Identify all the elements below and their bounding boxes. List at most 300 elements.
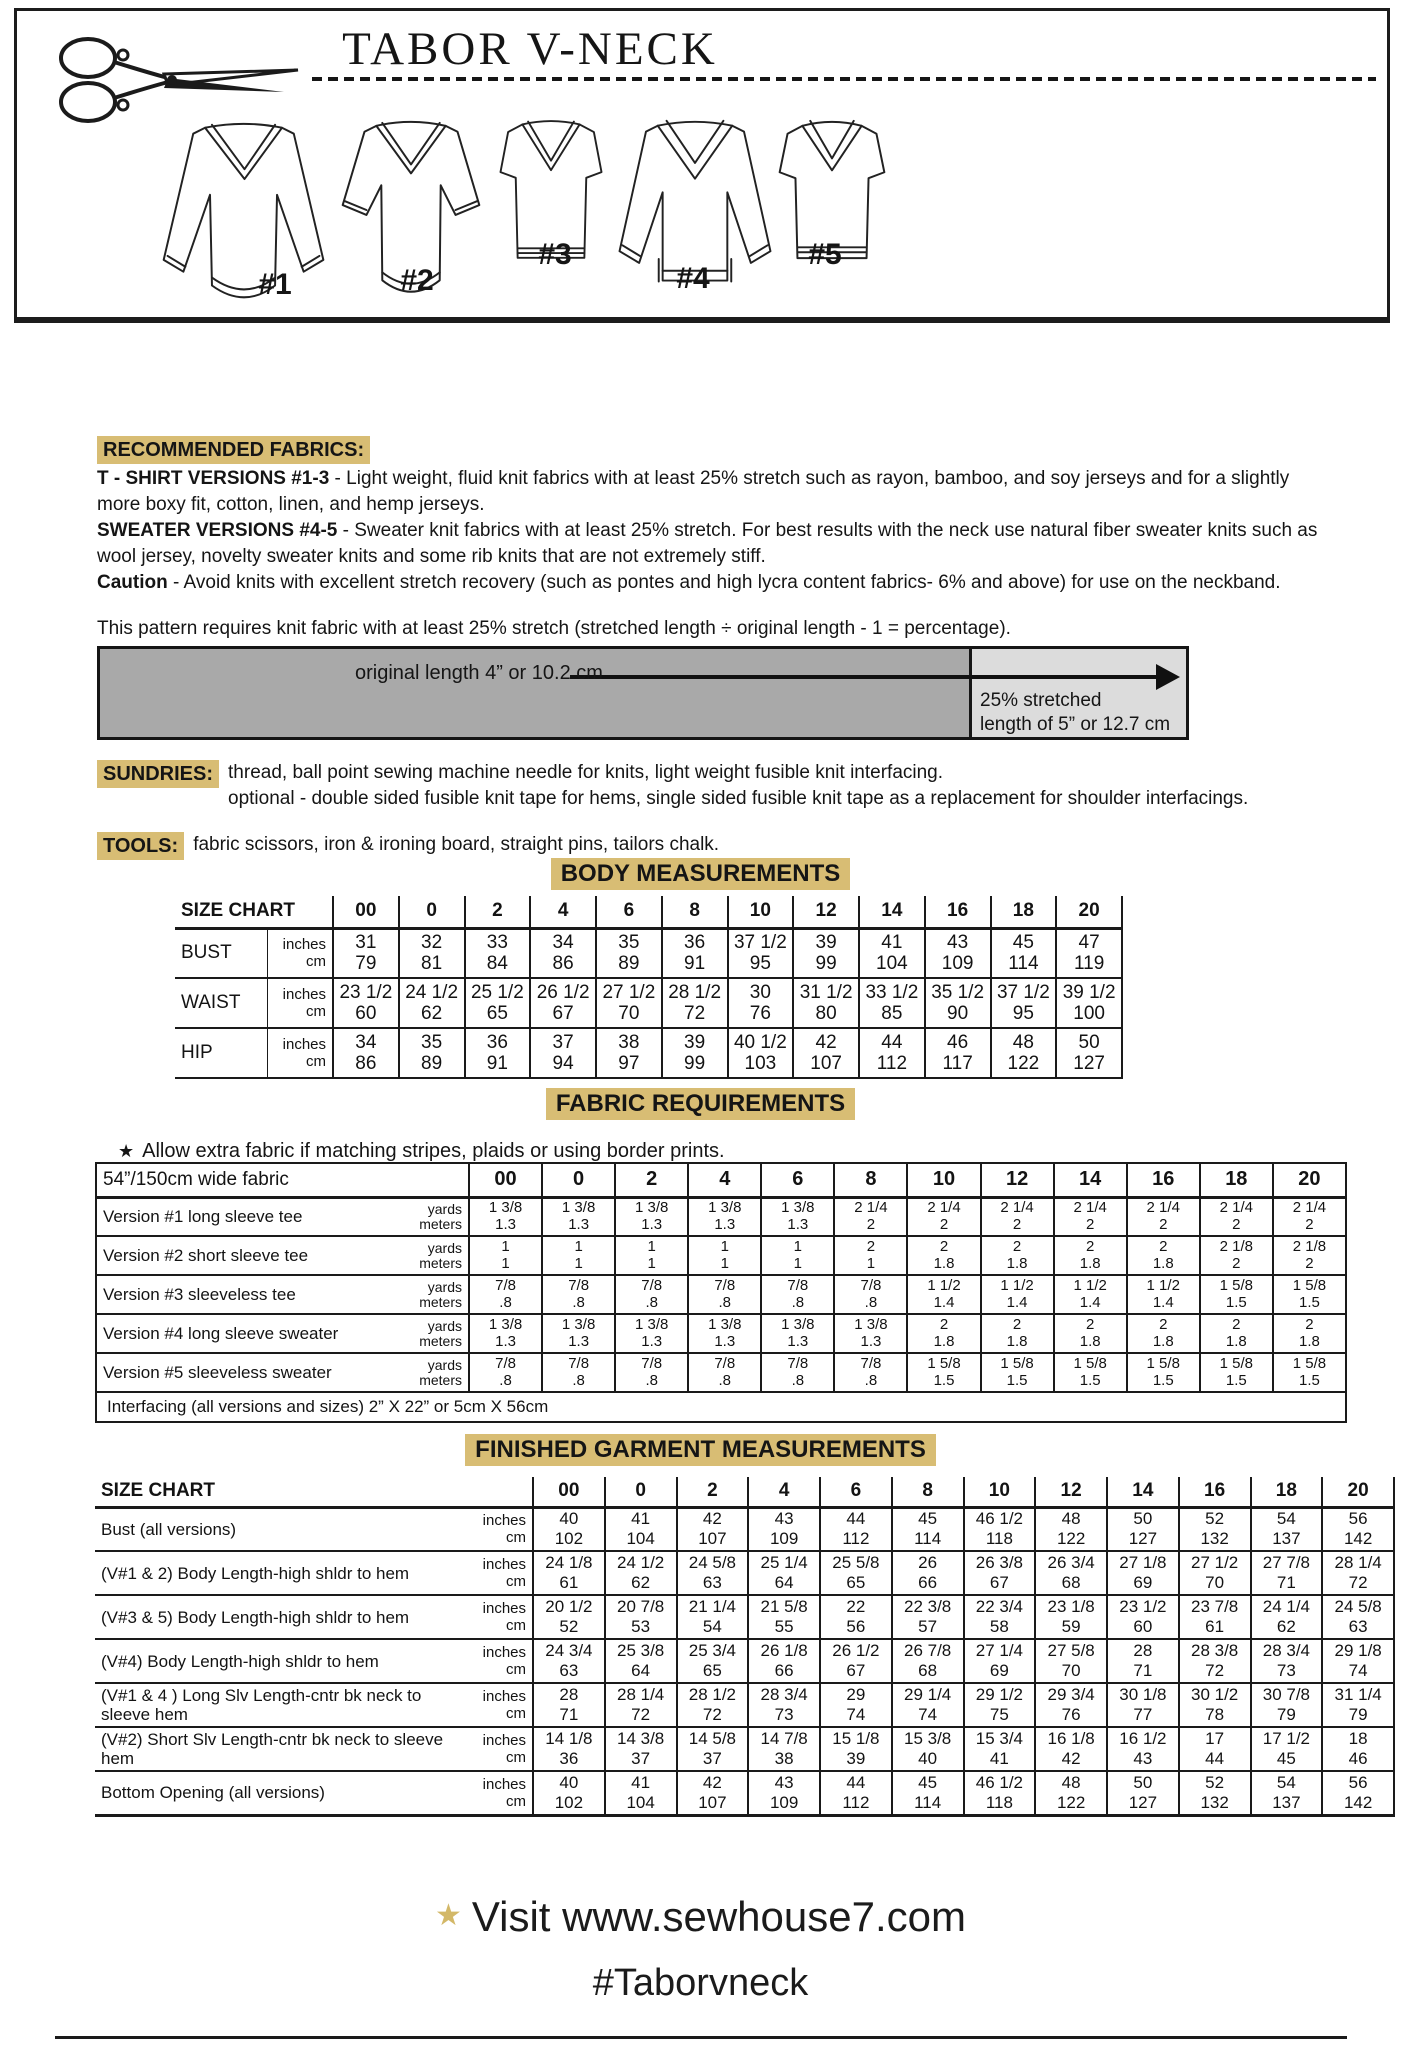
row-label: (V#4) Body Length-high shldr to hem <box>101 1651 379 1671</box>
size-column-header: 2 <box>615 1163 688 1197</box>
row-units: inches cm <box>267 978 333 1028</box>
caution-paragraph <box>97 570 1319 596</box>
recommended-fabrics-section <box>97 436 370 464</box>
value-cell: 15 3/8 40 <box>892 1727 964 1771</box>
row-units: inches cm <box>482 1644 526 1678</box>
value-cell: 44 112 <box>820 1507 892 1551</box>
row-units: inches cm <box>482 1732 526 1766</box>
tools-heading: TOOLS: <box>97 832 184 860</box>
value-cell: 25 1/4 64 <box>748 1551 820 1595</box>
size-column-header: 00 <box>533 1477 605 1507</box>
row-label: (V#3 & 5) Body Length-high shldr to hem <box>101 1607 410 1627</box>
value-cell: 2 1.8 <box>1054 1236 1127 1275</box>
tools-text: fabric scissors, iron & ironing board, straight pins, tailors chalk. <box>193 834 720 855</box>
value-cell: 28 3/4 73 <box>748 1683 820 1727</box>
sundries-line1: thread, ball point sewing machine needle for knits, light weight fusible knit interfacing. <box>228 762 944 783</box>
garment-3-label: #3 <box>538 238 572 271</box>
value-cell: 25 5/8 65 <box>820 1551 892 1595</box>
value-cell: 31 79 <box>333 928 399 978</box>
value-cell: 1 5/8 1.5 <box>1200 1275 1273 1314</box>
value-cell: 29 3/4 76 <box>1035 1683 1107 1727</box>
value-cell: 22 3/8 57 <box>892 1595 964 1639</box>
tshirt-versions-text: - Light weight, fluid knit fabrics with at least 25% stretch such as rayon, bamboo, and soy jerseys and for a slightly more boxy fit, cotton, linen, and hemp jerseys. <box>97 468 1290 515</box>
value-cell: 40 1/2 103 <box>728 1028 794 1078</box>
table-row <box>95 1551 1394 1595</box>
size-column-header: 12 <box>981 1163 1054 1197</box>
value-cell: 28 71 <box>1107 1639 1179 1683</box>
value-cell: 24 5/8 63 <box>1322 1595 1394 1639</box>
tools-section <box>97 832 1347 860</box>
value-cell: 50 127 <box>1056 1028 1122 1078</box>
footer-visit-line <box>0 1893 1401 1941</box>
table-row <box>95 1507 1394 1551</box>
value-cell: 35 1/2 90 <box>925 978 991 1028</box>
table-row <box>96 1275 1346 1314</box>
size-column-header: 8 <box>662 896 728 928</box>
table-header-label: 54”/150cm wide fabric <box>103 1168 289 1190</box>
value-cell: 1 1/2 1.4 <box>1054 1275 1127 1314</box>
body-measurements-title-wrap <box>0 858 1401 890</box>
size-column-header: 8 <box>834 1163 907 1197</box>
value-cell: 36 91 <box>465 1028 531 1078</box>
value-cell: 25 3/8 64 <box>605 1639 677 1683</box>
value-cell: 1 5/8 1.5 <box>1273 1353 1346 1392</box>
body-measurements-title: BODY MEASUREMENTS <box>551 858 851 890</box>
value-cell: 28 1/4 72 <box>1322 1551 1394 1595</box>
value-cell: 39 1/2 100 <box>1056 978 1122 1028</box>
value-cell: 26 7/8 68 <box>892 1639 964 1683</box>
value-cell: 2 1/4 2 <box>1127 1197 1200 1236</box>
value-cell: 29 1/8 74 <box>1322 1639 1394 1683</box>
value-cell: 1 1/2 1.4 <box>981 1275 1054 1314</box>
size-column-header: 20 <box>1322 1477 1394 1507</box>
value-cell: 1 5/8 1.5 <box>981 1353 1054 1392</box>
garment-5-label: #5 <box>808 238 842 271</box>
stretch-diagram <box>97 646 1189 740</box>
size-column-header: 12 <box>1035 1477 1107 1507</box>
value-cell: 2 1.8 <box>907 1314 980 1353</box>
size-column-header: 10 <box>728 896 794 928</box>
table-row <box>95 1727 1394 1771</box>
value-cell: 56 142 <box>1322 1507 1394 1551</box>
garment-4-label: #4 <box>676 262 710 295</box>
value-cell: 28 3/4 73 <box>1251 1639 1323 1683</box>
value-cell: 1 3/8 1.3 <box>761 1314 834 1353</box>
value-cell: 26 3/4 68 <box>1035 1551 1107 1595</box>
fabric-note <box>118 1140 725 1163</box>
table-row <box>175 928 1122 978</box>
size-column-header: 0 <box>542 1163 615 1197</box>
row-label: Version #2 short sleeve tee <box>103 1245 309 1265</box>
value-cell: 15 3/4 41 <box>964 1727 1036 1771</box>
fabric-requirements-table <box>95 1162 1347 1423</box>
star-icon: ★ <box>118 1141 135 1161</box>
row-label: Bottom Opening (all versions) <box>101 1783 325 1803</box>
value-cell: 43 109 <box>748 1771 820 1815</box>
value-cell: 1 5/8 1.5 <box>1054 1353 1127 1392</box>
sundries-text <box>228 760 1248 812</box>
value-cell: 22 3/4 58 <box>964 1595 1036 1639</box>
value-cell: 48 122 <box>1035 1771 1107 1815</box>
size-column-header: 14 <box>859 896 925 928</box>
size-column-header: 4 <box>748 1477 820 1507</box>
row-units: inches cm <box>482 1556 526 1590</box>
row-label: (V#1 & 2) Body Length-high shldr to hem <box>101 1563 410 1583</box>
value-cell: 2 1/8 2 <box>1200 1236 1273 1275</box>
value-cell: 1 5/8 1.5 <box>1273 1275 1346 1314</box>
table-row <box>175 978 1122 1028</box>
table-row <box>95 1595 1394 1639</box>
value-cell: 26 1/8 66 <box>748 1639 820 1683</box>
value-cell: 7/8 .8 <box>761 1275 834 1314</box>
value-cell: 17 44 <box>1179 1727 1251 1771</box>
sweater-versions-lead: SWEATER VERSIONS #4-5 <box>97 520 338 541</box>
fabric-requirements-title-wrap <box>0 1088 1401 1120</box>
row-units: inches cm <box>482 1512 526 1547</box>
value-cell: 56 142 <box>1322 1771 1394 1815</box>
value-cell: 1 3/8 1.3 <box>761 1197 834 1236</box>
row-label: Version #3 sleeveless tee <box>103 1284 296 1304</box>
size-column-header: 4 <box>530 896 596 928</box>
value-cell: 28 71 <box>533 1683 605 1727</box>
value-cell: 7/8 .8 <box>761 1353 834 1392</box>
tshirt-versions-paragraph <box>97 466 1319 518</box>
recommended-fabrics-heading: RECOMMENDED FABRICS: <box>97 436 370 464</box>
table-row <box>96 1314 1346 1353</box>
value-cell: 1 1 <box>761 1236 834 1275</box>
value-cell: 45 114 <box>991 928 1057 978</box>
table-row <box>175 1028 1122 1078</box>
value-cell: 2 1.8 <box>981 1236 1054 1275</box>
table-header-label: SIZE CHART <box>181 900 295 922</box>
size-column-header: 6 <box>761 1163 834 1197</box>
row-units: inches cm <box>482 1775 526 1810</box>
value-cell: 7/8 .8 <box>688 1275 761 1314</box>
value-cell: 41 104 <box>859 928 925 978</box>
size-column-header: 14 <box>1107 1477 1179 1507</box>
sweater-versions-text: - Sweater knit fabrics with at least 25% stretch. For best results with the neck use natural fiber sweater knits such as wool jersey, novelty sweater knits and some rib knits that are not extremely stiff. <box>97 520 1318 567</box>
row-units: yards meters <box>419 1278 462 1310</box>
value-cell: 20 7/8 53 <box>605 1595 677 1639</box>
row-units: yards meters <box>419 1239 462 1271</box>
value-cell: 2 1.8 <box>1054 1314 1127 1353</box>
value-cell: 2 1/4 2 <box>1054 1197 1127 1236</box>
value-cell: 1 1 <box>469 1236 542 1275</box>
value-cell: 27 1/4 69 <box>964 1639 1036 1683</box>
size-column-header: 4 <box>688 1163 761 1197</box>
value-cell: 28 1/4 72 <box>605 1683 677 1727</box>
value-cell: 37 1/2 95 <box>991 978 1057 1028</box>
page-title: TABOR V-NECK <box>342 23 718 75</box>
value-cell: 35 89 <box>399 1028 465 1078</box>
row-units: yards meters <box>419 1317 462 1349</box>
table-row <box>95 1639 1394 1683</box>
value-cell: 20 1/2 52 <box>533 1595 605 1639</box>
value-cell: 1 3/8 1.3 <box>615 1314 688 1353</box>
value-cell: 35 89 <box>596 928 662 978</box>
bottom-rule <box>55 2036 1347 2039</box>
value-cell: 39 99 <box>793 928 859 978</box>
value-cell: 2 1.8 <box>1273 1314 1346 1353</box>
value-cell: 30 7/8 79 <box>1251 1683 1323 1727</box>
row-label: (V#1 & 4 ) Long Slv Length-cntr bk neck to sleeve hem <box>101 1686 422 1724</box>
value-cell: 1 3/8 1.3 <box>542 1197 615 1236</box>
value-cell: 29 74 <box>820 1683 892 1727</box>
value-cell: 30 1/2 78 <box>1179 1683 1251 1727</box>
size-column-header: 2 <box>677 1477 749 1507</box>
value-cell: 36 91 <box>662 928 728 978</box>
value-cell: 24 1/8 61 <box>533 1551 605 1595</box>
size-column-header: 16 <box>1179 1477 1251 1507</box>
value-cell: 23 1/8 59 <box>1035 1595 1107 1639</box>
tshirt-versions-lead: T - SHIRT VERSIONS #1-3 <box>97 468 330 489</box>
value-cell: 47 119 <box>1056 928 1122 978</box>
value-cell: 2 1.8 <box>981 1314 1054 1353</box>
value-cell: 7/8 .8 <box>542 1353 615 1392</box>
value-cell: 37 1/2 95 <box>728 928 794 978</box>
value-cell: 26 1/2 67 <box>530 978 596 1028</box>
fabric-paragraphs <box>97 466 1319 596</box>
value-cell: 27 1/2 70 <box>1179 1551 1251 1595</box>
table-row <box>95 1683 1394 1727</box>
value-cell: 22 56 <box>820 1595 892 1639</box>
size-column-header: 0 <box>399 896 465 928</box>
size-column-header: 14 <box>1054 1163 1127 1197</box>
value-cell: 1 1 <box>542 1236 615 1275</box>
value-cell: 24 5/8 63 <box>677 1551 749 1595</box>
value-cell: 31 1/4 79 <box>1322 1683 1394 1727</box>
value-cell: 1 5/8 1.5 <box>907 1353 980 1392</box>
size-column-header: 00 <box>333 896 399 928</box>
caution-lead: Caution <box>97 572 168 593</box>
sundries-line2: optional - double sided fusible knit tape for hems, single sided fusible knit tape as a replacement for shoulder interfacings. <box>228 788 1249 809</box>
value-cell: 29 1/4 74 <box>892 1683 964 1727</box>
value-cell: 44 112 <box>820 1771 892 1815</box>
stretched-length-label <box>980 689 1170 737</box>
size-column-header: 20 <box>1273 1163 1346 1197</box>
row-units: inches cm <box>267 1028 333 1078</box>
row-label: Bust (all versions) <box>101 1519 237 1539</box>
sundries-heading: SUNDRIES: <box>97 760 219 788</box>
value-cell: 7/8 .8 <box>834 1353 907 1392</box>
finished-measurements-title: FINISHED GARMENT MEASUREMENTS <box>465 1434 936 1466</box>
original-length-label: original length 4” or 10.2 cm <box>355 662 603 684</box>
size-column-header: 8 <box>892 1477 964 1507</box>
row-units: yards meters <box>419 1356 462 1388</box>
value-cell: 38 97 <box>596 1028 662 1078</box>
value-cell: 28 1/2 72 <box>677 1683 749 1727</box>
value-cell: 43 109 <box>748 1507 820 1551</box>
value-cell: 24 3/4 63 <box>533 1639 605 1683</box>
table-header-label: SIZE CHART <box>101 1480 215 1502</box>
value-cell: 1 1/2 1.4 <box>1127 1275 1200 1314</box>
fabric-note-text: Allow extra fabric if matching stripes, plaids or using border prints. <box>142 1140 725 1162</box>
row-units: yards meters <box>419 1200 462 1232</box>
size-column-header: 20 <box>1056 896 1122 928</box>
value-cell: 17 1/2 45 <box>1251 1727 1323 1771</box>
footer-visit-text: Visit www.sewhouse7.com <box>471 1893 966 1940</box>
value-cell: 1 1 <box>688 1236 761 1275</box>
sweater-versions-paragraph <box>97 518 1319 570</box>
value-cell: 23 1/2 60 <box>1107 1595 1179 1639</box>
value-cell: 50 127 <box>1107 1507 1179 1551</box>
value-cell: 42 107 <box>677 1771 749 1815</box>
value-cell: 1 3/8 1.3 <box>615 1197 688 1236</box>
value-cell: 46 117 <box>925 1028 991 1078</box>
value-cell: 24 1/4 62 <box>1251 1595 1323 1639</box>
value-cell: 15 1/8 39 <box>820 1727 892 1771</box>
value-cell: 42 107 <box>793 1028 859 1078</box>
value-cell: 25 1/2 65 <box>465 978 531 1028</box>
value-cell: 45 114 <box>892 1771 964 1815</box>
size-column-header: 12 <box>793 896 859 928</box>
value-cell: 26 1/2 67 <box>820 1639 892 1683</box>
value-cell: 14 1/8 36 <box>533 1727 605 1771</box>
value-cell: 42 107 <box>677 1507 749 1551</box>
row-label: Version #5 sleeveless sweater <box>103 1362 332 1382</box>
value-cell: 1 3/8 1.3 <box>542 1314 615 1353</box>
garment-1-label: #1 <box>258 268 292 301</box>
value-cell: 52 132 <box>1179 1507 1251 1551</box>
value-cell: 39 99 <box>662 1028 728 1078</box>
stretched-length-line1: 25% stretched <box>980 690 1102 711</box>
value-cell: 21 1/4 54 <box>677 1595 749 1639</box>
finished-measurements-table <box>95 1477 1395 1817</box>
value-cell: 1 1 <box>615 1236 688 1275</box>
fabric-requirements-title: FABRIC REQUIREMENTS <box>546 1088 855 1120</box>
interfacing-note: Interfacing (all versions and sizes) 2” X 22” or 5cm X 56cm <box>107 1397 549 1416</box>
size-column-header: 10 <box>964 1477 1036 1507</box>
value-cell: 2 1/4 2 <box>981 1197 1054 1236</box>
finished-measurements-title-wrap <box>0 1434 1401 1466</box>
value-cell: 40 102 <box>533 1507 605 1551</box>
value-cell: 41 104 <box>605 1771 677 1815</box>
value-cell: 14 5/8 37 <box>677 1727 749 1771</box>
value-cell: 1 3/8 1.3 <box>469 1197 542 1236</box>
value-cell: 26 3/8 67 <box>964 1551 1036 1595</box>
table-row <box>96 1197 1346 1236</box>
size-column-header: 6 <box>820 1477 892 1507</box>
value-cell: 24 1/2 62 <box>605 1551 677 1595</box>
value-cell: 7/8 .8 <box>469 1275 542 1314</box>
stretched-length-line2: length of 5” or 12.7 cm <box>980 714 1171 735</box>
value-cell: 24 1/2 62 <box>399 978 465 1028</box>
value-cell: 1 1/2 1.4 <box>907 1275 980 1314</box>
value-cell: 50 127 <box>1107 1771 1179 1815</box>
value-cell: 28 1/2 72 <box>662 978 728 1028</box>
garment-2-label: #2 <box>400 264 434 297</box>
size-column-header: 10 <box>907 1163 980 1197</box>
size-column-header: 6 <box>596 896 662 928</box>
value-cell: 41 104 <box>605 1507 677 1551</box>
value-cell: 26 66 <box>892 1551 964 1595</box>
stretch-note: This pattern requires knit fabric with at least 25% stretch (stretched length ÷ original length - 1 = percentage). <box>97 618 1011 639</box>
value-cell: 29 1/2 75 <box>964 1683 1036 1727</box>
value-cell: 7/8 .8 <box>834 1275 907 1314</box>
sundries-section <box>97 760 1347 812</box>
caution-text: - Avoid knits with excellent stretch recovery (such as pontes and high lycra content fabrics- 6% and above) for use on the neckband. <box>167 572 1281 593</box>
value-cell: 27 1/8 69 <box>1107 1551 1179 1595</box>
body-measurements-table <box>175 896 1123 1079</box>
value-cell: 7/8 .8 <box>615 1353 688 1392</box>
value-cell: 54 137 <box>1251 1507 1323 1551</box>
value-cell: 16 1/2 43 <box>1107 1727 1179 1771</box>
value-cell: 1 3/8 1.3 <box>834 1314 907 1353</box>
value-cell: 1 3/8 1.3 <box>688 1314 761 1353</box>
row-label: Version #1 long sleeve tee <box>103 1206 303 1226</box>
value-cell: 45 114 <box>892 1507 964 1551</box>
value-cell: 54 137 <box>1251 1771 1323 1815</box>
value-cell: 1 5/8 1.5 <box>1127 1353 1200 1392</box>
row-label: Version #4 long sleeve sweater <box>103 1323 339 1343</box>
row-label: HIP <box>181 1042 213 1063</box>
value-cell: 46 1/2 118 <box>964 1771 1036 1815</box>
value-cell: 32 81 <box>399 928 465 978</box>
size-column-header: 0 <box>605 1477 677 1507</box>
value-cell: 46 1/2 118 <box>964 1507 1036 1551</box>
value-cell: 37 94 <box>530 1028 596 1078</box>
value-cell: 16 1/8 42 <box>1035 1727 1107 1771</box>
table-row <box>96 1236 1346 1275</box>
value-cell: 18 46 <box>1322 1727 1394 1771</box>
footer-hashtag: #Taborvneck <box>592 1962 809 2004</box>
size-column-header: 00 <box>469 1163 542 1197</box>
value-cell: 34 86 <box>530 928 596 978</box>
value-cell: 7/8 .8 <box>688 1353 761 1392</box>
value-cell: 2 1.8 <box>1200 1314 1273 1353</box>
size-column-header: 18 <box>1200 1163 1273 1197</box>
size-column-header: 16 <box>1127 1163 1200 1197</box>
value-cell: 27 1/2 70 <box>596 978 662 1028</box>
value-cell: 48 122 <box>1035 1507 1107 1551</box>
value-cell: 40 102 <box>533 1771 605 1815</box>
value-cell: 43 109 <box>925 928 991 978</box>
value-cell: 34 86 <box>333 1028 399 1078</box>
value-cell: 7/8 .8 <box>542 1275 615 1314</box>
table-row <box>96 1353 1346 1392</box>
value-cell: 2 1.8 <box>1127 1236 1200 1275</box>
value-cell: 2 1/4 2 <box>1200 1197 1273 1236</box>
value-cell: 7/8 .8 <box>469 1353 542 1392</box>
row-units: inches cm <box>267 928 333 978</box>
value-cell: 2 1/8 2 <box>1273 1236 1346 1275</box>
value-cell: 33 1/2 85 <box>859 978 925 1028</box>
size-column-header: 2 <box>465 896 531 928</box>
value-cell: 1 3/8 1.3 <box>688 1197 761 1236</box>
row-label: BUST <box>181 942 232 964</box>
value-cell: 27 7/8 71 <box>1251 1551 1323 1595</box>
value-cell: 2 1 <box>834 1236 907 1275</box>
value-cell: 25 3/4 65 <box>677 1639 749 1683</box>
value-cell: 23 1/2 60 <box>333 978 399 1028</box>
value-cell: 2 1.8 <box>1127 1314 1200 1353</box>
value-cell: 14 3/8 37 <box>605 1727 677 1771</box>
row-units: inches cm <box>482 1600 526 1634</box>
value-cell: 1 5/8 1.5 <box>1200 1353 1273 1392</box>
footer-star-icon: ★ <box>434 1899 462 1932</box>
size-column-header: 16 <box>925 896 991 928</box>
value-cell: 2 1/4 2 <box>1273 1197 1346 1236</box>
value-cell: 52 132 <box>1179 1771 1251 1815</box>
value-cell: 30 76 <box>728 978 794 1028</box>
row-label: (V#2) Short Slv Length-cntr bk neck to sleeve hem <box>101 1730 444 1768</box>
size-column-header: 18 <box>991 896 1057 928</box>
value-cell: 21 5/8 55 <box>748 1595 820 1639</box>
value-cell: 2 1/4 2 <box>907 1197 980 1236</box>
value-cell: 31 1/2 80 <box>793 978 859 1028</box>
value-cell: 30 1/8 77 <box>1107 1683 1179 1727</box>
row-units: inches cm <box>482 1688 526 1722</box>
